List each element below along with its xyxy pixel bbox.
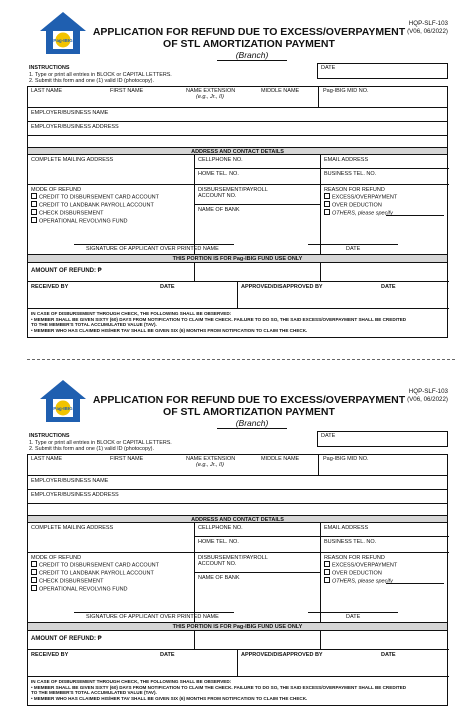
mode-4-label: OPERATIONAL REVOLVING FUND (39, 218, 128, 225)
form-grid (27, 86, 448, 338)
mid-number-field[interactable]: Pag-IBIG MID NO. (323, 456, 369, 462)
approved-date-field[interactable]: DATE (381, 652, 396, 658)
checkbox[interactable] (31, 577, 37, 583)
signature-date-line[interactable] (308, 612, 398, 613)
logo-text: Pag-IBIG (53, 406, 73, 411)
bank-name-field[interactable]: NAME OF BANK (198, 575, 240, 581)
mode-option-revolving-fund[interactable] (31, 217, 159, 225)
signature-date-label: DATE (346, 614, 361, 620)
home-tel-field[interactable]: HOME TEL. NO. (198, 539, 239, 545)
middle-name-field[interactable]: MIDDLE NAME (261, 456, 300, 462)
mode-of-refund-label: MODE OF REFUND (31, 187, 82, 193)
signature-label: SIGNATURE OF APPLICANT OVER PRINTED NAME (86, 614, 219, 620)
form-code-number: HQP-SLF-103 (408, 388, 448, 395)
mode-1-label: CREDIT TO DISBURSEMENT CARD ACCOUNT (39, 194, 159, 201)
checkbox[interactable] (324, 209, 330, 215)
reason-3-label: OTHERS, please specify (332, 210, 393, 217)
divider (194, 536, 449, 537)
employer-address-field[interactable]: EMPLOYER/BUSINESS ADDRESS (31, 124, 119, 130)
received-date-field[interactable]: DATE (160, 652, 175, 658)
mode-3-label: CHECK DISBURSEMENT (39, 210, 104, 217)
received-date-field[interactable]: DATE (160, 284, 175, 290)
checkbox[interactable] (324, 193, 330, 199)
mode-option-disbursement-card[interactable] (31, 193, 159, 201)
signature-line[interactable] (74, 612, 234, 613)
mode-option-disbursement-card[interactable] (31, 561, 159, 569)
note-4: • MEMBER WHO HAS CLAIMED HIS/HER TAV SHALL BE GIVEN SIX (6) MONTHS FROM NOTIFICATION TO CLAIM THE CHECK. (31, 327, 308, 333)
checkbox[interactable] (31, 209, 37, 215)
form-code-version: (V06, 06/2022) (407, 396, 448, 403)
disbursement-account-label-2: ACCOUNT NO. (198, 193, 237, 200)
first-name-field[interactable]: FIRST NAME (110, 456, 144, 462)
name-row (28, 455, 447, 476)
reason-option-excess[interactable] (324, 193, 397, 201)
note-3: TO THE MEMBER'S TOTAL ACCUMULATED VALUE (TAV). (31, 322, 157, 328)
form-code (407, 20, 448, 36)
date-field[interactable] (317, 63, 448, 79)
others-specify-line[interactable] (386, 215, 444, 216)
logo-text: Pag-IBIG (53, 38, 73, 43)
divider (237, 649, 238, 676)
reason-option-over-deduction[interactable] (324, 569, 397, 577)
email-field[interactable]: EMAIL ADDRESS (324, 525, 369, 531)
pagibig-logo (39, 379, 87, 423)
form-code-version: (V06, 06/2022) (407, 28, 448, 35)
reason-3-label: OTHERS, please specify (332, 578, 393, 585)
last-name-field[interactable]: LAST NAME (31, 88, 63, 94)
branch-field[interactable]: (Branch) (217, 418, 287, 429)
checkbox[interactable] (31, 569, 37, 575)
employer-name-field[interactable]: EMPLOYER/BUSINESS NAME (31, 110, 109, 116)
reason-option-excess[interactable] (324, 561, 397, 569)
instruction-2: 2. Submit this form and one (1) valid ID (photocopy). (29, 446, 154, 453)
note-2: • MEMBER SHALL BE GIVEN SIXTY (60) DAYS FROM NOTIFICATION TO CLAIM THE CHECK. FAILURE TO DO SO, THE SAID EXCESS/OVERPAYMENT SHALL BE CREDITED (31, 684, 407, 690)
form-grid (27, 454, 448, 706)
divider (237, 281, 238, 308)
instructions (29, 65, 172, 85)
divider (194, 168, 449, 169)
mode-3-label: CHECK DISBURSEMENT (39, 578, 104, 585)
check-disbursement-notes (31, 679, 441, 701)
checkbox[interactable] (31, 193, 37, 199)
approved-by-field[interactable]: APPROVED/DISAPPROVED BY (241, 284, 323, 290)
form-copy-top (27, 8, 448, 338)
mode-option-landbank[interactable] (31, 201, 159, 209)
checkbox[interactable] (31, 585, 37, 591)
note-3: TO THE MEMBER'S TOTAL ACCUMULATED VALUE (TAV). (31, 690, 157, 696)
divider (28, 308, 449, 309)
disbursement-account-field[interactable] (198, 555, 268, 568)
cellphone-field[interactable]: CELLPHONE NO. (198, 525, 243, 531)
middle-name-field[interactable]: MIDDLE NAME (261, 88, 300, 94)
name-extension-label: NAME EXTENSION (186, 456, 236, 462)
name-extension-field[interactable] (186, 456, 235, 469)
mode-option-check[interactable] (31, 209, 159, 217)
form-code (407, 388, 448, 404)
branch-field[interactable]: (Branch) (217, 50, 287, 61)
mode-2-label: CREDIT TO LANDBANK PAYROLL ACCOUNT (39, 202, 154, 209)
signature-label: SIGNATURE OF APPLICANT OVER PRINTED NAME (86, 246, 219, 252)
divider (28, 552, 449, 553)
title-line-2: OF STL AMORTIZATION PAYMENT (163, 38, 335, 50)
date-label: DATE (321, 65, 336, 71)
office-use-header: THIS PORTION IS FOR Pag-IBIG FUND USE ONLY (28, 254, 447, 263)
form-title (89, 26, 409, 50)
employer-address-field[interactable]: EMPLOYER/BUSINESS ADDRESS (31, 492, 119, 498)
reason-2-label: OVER DEDUCTION (332, 202, 382, 209)
note-1: IN CASE OF DISBURSEMENT THROUGH CHECK, THE FOLLOWING SHALL BE OBSERVED: (31, 311, 232, 316)
office-use-header: THIS PORTION IS FOR Pag-IBIG FUND USE ONLY (28, 622, 447, 631)
mode-option-landbank[interactable] (31, 569, 159, 577)
received-by-field[interactable]: RECEIVED BY (31, 652, 69, 658)
title-line-1: APPLICATION FOR REFUND DUE TO EXCESS/OVERPAYMENT (92, 26, 406, 38)
instruction-2: 2. Submit this form and one (1) valid ID (photocopy). (29, 78, 154, 85)
disbursement-account-label-1: DISBURSEMENT/PAYROLL (198, 187, 268, 193)
name-extension-hint: (e.g., Jr., II) (196, 462, 224, 469)
divider (28, 649, 449, 650)
email-field[interactable]: EMAIL ADDRESS (324, 157, 369, 163)
reason-1-label: EXCESS/OVERPAYMENT (332, 194, 398, 201)
name-extension-field[interactable] (186, 88, 235, 101)
signature-date-label: DATE (346, 246, 361, 252)
form-copy-bottom (27, 376, 448, 706)
last-name-field[interactable]: LAST NAME (31, 456, 63, 462)
mode-1-label: CREDIT TO DISBURSEMENT CARD ACCOUNT (39, 562, 159, 569)
check-disbursement-notes (31, 311, 441, 333)
form-title (89, 394, 409, 418)
checkbox[interactable] (31, 217, 37, 223)
approved-date-field[interactable]: DATE (381, 284, 396, 290)
disbursement-account-field[interactable] (198, 187, 268, 200)
note-2: • MEMBER SHALL BE GIVEN SIXTY (60) DAYS FROM NOTIFICATION TO CLAIM THE CHECK. FAILURE TO DO SO, THE SAID EXCESS/OVERPAYMENT SHALL BE CREDITED (31, 316, 407, 322)
business-tel-field[interactable]: BUSINESS TEL. NO. (324, 171, 377, 177)
note-1: IN CASE OF DISBURSEMENT THROUGH CHECK, THE FOLLOWING SHALL BE OBSERVED: (31, 679, 232, 684)
mode-2-label: CREDIT TO LANDBANK PAYROLL ACCOUNT (39, 570, 154, 577)
date-field[interactable] (317, 431, 448, 447)
divider (28, 281, 449, 282)
reason-label: REASON FOR REFUND (324, 187, 385, 193)
instruction-1: 1. Type or print all entries in BLOCK or CAPITAL LETTERS. (29, 439, 172, 446)
reason-for-refund-group (324, 187, 397, 217)
mailing-address-field[interactable]: COMPLETE MAILING ADDRESS (31, 157, 114, 163)
others-specify-line[interactable] (386, 583, 444, 584)
title-line-2: OF STL AMORTIZATION PAYMENT (163, 406, 335, 418)
amount-of-refund-field[interactable]: AMOUNT OF REFUND: ₱ (31, 268, 102, 274)
mode-of-refund-group (31, 187, 159, 225)
form-code-number: HQP-SLF-103 (408, 20, 448, 27)
instructions-title: INSTRUCTIONS (29, 65, 70, 71)
checkbox[interactable] (324, 201, 330, 207)
first-name-field[interactable]: FIRST NAME (110, 88, 144, 94)
checkbox[interactable] (324, 569, 330, 575)
signature-line[interactable] (74, 244, 234, 245)
mode-of-refund-label: MODE OF REFUND (31, 555, 82, 561)
received-by-field[interactable]: RECEIVED BY (31, 284, 69, 290)
name-extension-label: NAME EXTENSION (186, 88, 236, 94)
divider (28, 676, 449, 677)
mid-number-field[interactable]: Pag-IBIG MID NO. (323, 88, 369, 94)
name-extension-hint: (e.g., Jr., II) (196, 94, 224, 101)
mailing-address-field[interactable]: COMPLETE MAILING ADDRESS (31, 525, 114, 531)
disbursement-account-label-1: DISBURSEMENT/PAYROLL (198, 555, 268, 561)
instructions (29, 433, 172, 453)
mode-option-revolving-fund[interactable] (31, 585, 159, 593)
cut-line (27, 359, 455, 360)
mode-of-refund-group (31, 555, 159, 593)
divider (194, 204, 320, 205)
business-tel-field[interactable]: BUSINESS TEL. NO. (324, 539, 377, 545)
reason-for-refund-group (324, 555, 397, 585)
instructions-title: INSTRUCTIONS (29, 433, 70, 439)
checkbox[interactable] (324, 577, 330, 583)
checkbox[interactable] (324, 561, 330, 567)
employer-name-field[interactable]: EMPLOYER/BUSINESS NAME (31, 478, 109, 484)
home-tel-field[interactable]: HOME TEL. NO. (198, 171, 239, 177)
amount-of-refund-field[interactable]: AMOUNT OF REFUND: ₱ (31, 636, 102, 642)
instruction-1: 1. Type or print all entries in BLOCK or CAPITAL LETTERS. (29, 71, 172, 78)
pagibig-logo (39, 11, 87, 55)
cellphone-field[interactable]: CELLPHONE NO. (198, 157, 243, 163)
mode-option-check[interactable] (31, 577, 159, 585)
note-4: • MEMBER WHO HAS CLAIMED HIS/HER TAV SHALL BE GIVEN SIX (6) MONTHS FROM NOTIFICATION TO CLAIM THE CHECK. (31, 695, 308, 701)
approved-by-field[interactable]: APPROVED/DISAPPROVED BY (241, 652, 323, 658)
divider (28, 184, 449, 185)
reason-label: REASON FOR REFUND (324, 555, 385, 561)
divider (194, 572, 320, 573)
bank-name-field[interactable]: NAME OF BANK (198, 207, 240, 213)
signature-date-line[interactable] (308, 244, 398, 245)
disbursement-account-label-2: ACCOUNT NO. (198, 561, 237, 568)
address-contact-header: ADDRESS AND CONTACT DETAILS (28, 515, 447, 523)
divider (318, 87, 319, 108)
checkbox[interactable] (31, 561, 37, 567)
mode-4-label: OPERATIONAL REVOLVING FUND (39, 586, 128, 593)
title-line-1: APPLICATION FOR REFUND DUE TO EXCESS/OVERPAYMENT (92, 394, 406, 406)
checkbox[interactable] (31, 201, 37, 207)
reason-2-label: OVER DEDUCTION (332, 570, 382, 577)
divider (318, 455, 319, 476)
reason-option-over-deduction[interactable] (324, 201, 397, 209)
address-contact-header: ADDRESS AND CONTACT DETAILS (28, 147, 447, 155)
reason-1-label: EXCESS/OVERPAYMENT (332, 562, 398, 569)
name-row (28, 87, 447, 108)
date-label: DATE (321, 433, 336, 439)
